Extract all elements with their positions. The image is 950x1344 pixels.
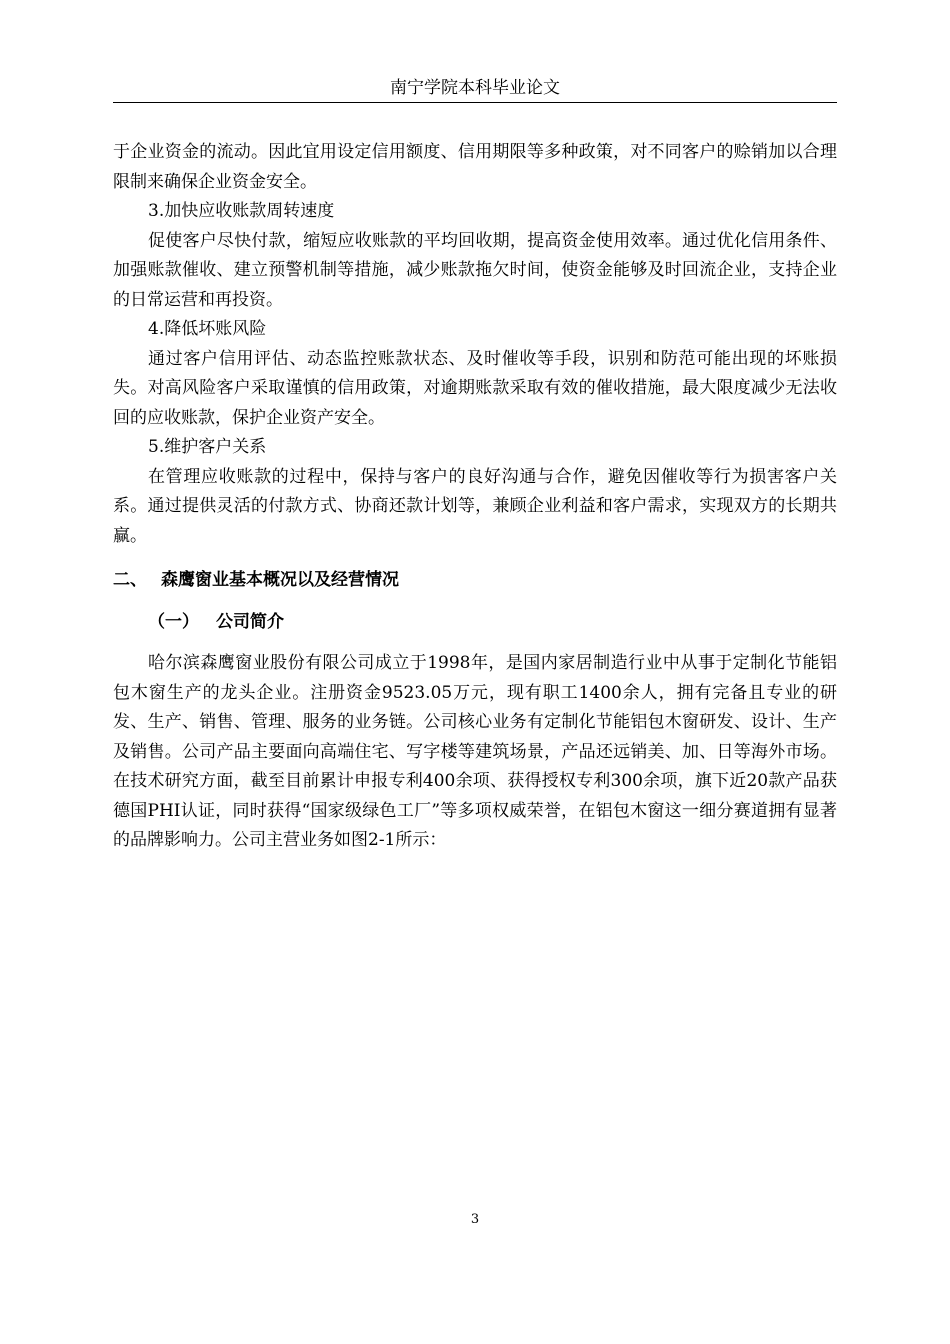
subsection-number: （一） (148, 611, 199, 632)
item-5-text: 在管理应收账款的过程中，保持与客户的良好沟通与合作，避免因催收等行为损害客户关系。通过提供灵活的付款方式、协商还款计划等，兼顾企业利益和客户需求，实现双方的长期共赢。 (113, 466, 837, 546)
header-title: 南宁学院本科毕业论文 (390, 78, 560, 98)
paragraph-continuation: 于企业资金的流动。因此宜用设定信用额度、信用期限等多种政策，对不同客户的赊销加以合理限制来确保企业资金安全。 (113, 142, 837, 192)
company-intro-paragraph: 哈尔滨森鹰窗业股份有限公司成立于1998年，是国内家居制造行业中从事于定制化节能铝包木窗生产的龙头企业。注册资金9523.05万元，现有职工1400余人，拥有完备且专业的研发、生产、销售、管理、服务的业务链。公司核心业务有定制化节能铝包木窗研发、设计、生产及销售。公司产品主要面向高端住宅、写字楼等建筑场景，产品还远销美、加、日等海外市场。在技术研究方面，截至目前累计申报专利400余项、获得授权专利300余项，旗下近20款产品获德国PHI认证，同时获得“国家级绿色工厂”等多项权威荣誉，在铝包木窗这一细分赛道拥有显著的品牌影响力。公司主营业务如图2-1所示： (113, 653, 837, 850)
page-body (113, 138, 837, 856)
subsection-heading (113, 608, 837, 638)
item-3-title: 3.加快应收账款周转速度 (148, 201, 335, 221)
page-header (113, 74, 837, 103)
item-5-title: 5.维护客户关系 (148, 437, 267, 457)
item-4-title: 4.降低坏账风险 (148, 319, 267, 339)
item-4-text: 通过客户信用评估、动态监控账款状态、及时催收等手段，识别和防范可能出现的坏账损失。对高风险客户采取谨慎的信用政策，对逾期账款采取有效的催收措施，最大限度减少无法收回的应收账款，保护企业资产安全。 (113, 348, 837, 428)
section-number: 二、 (113, 570, 147, 590)
subsection-title: 公司简介 (216, 611, 284, 632)
section-heading (113, 566, 837, 596)
section-title: 森鹰窗业基本概况以及经营情况 (161, 570, 399, 590)
page-number: 3 (470, 1212, 480, 1227)
item-3-text: 促使客户尽快付款，缩短应收账款的平均回收期，提高资金使用效率。通过优化信用条件、加强账款催收、建立预警机制等措施，减少账款拖欠时间，使资金能够及时回流企业，支持企业的日常运营和再投资。 (113, 230, 837, 310)
